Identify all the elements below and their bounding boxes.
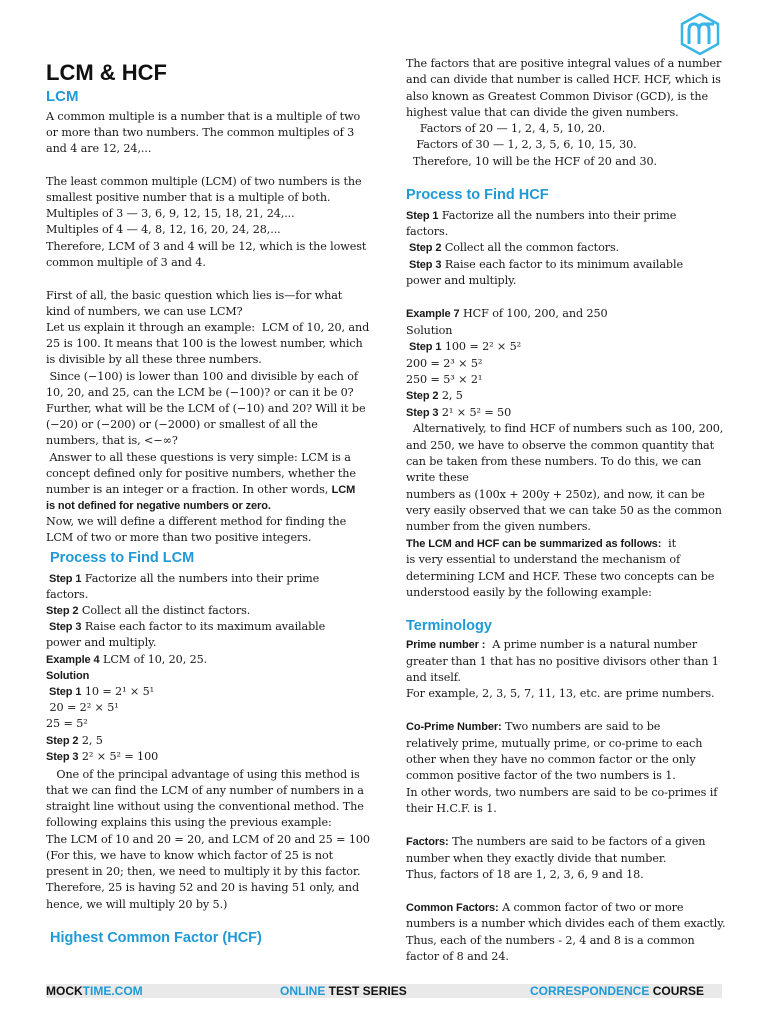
solution-label: Solution — [406, 324, 453, 337]
example-line: Example 4 LCM of 10, 20, 25. — [46, 653, 208, 666]
text-line: and 250, we have to observe the common quantity that — [406, 439, 715, 452]
text-line: greater than 1 that has no positive divisors other than 1 — [406, 655, 719, 668]
text-line: Alternatively, to find HCF of numbers such as 100, 200, — [406, 422, 724, 435]
text-line: 25 is 100. It means that 100 is the lowest number, which — [46, 337, 363, 350]
term-line: Prime number : A prime number is a natural number — [406, 638, 698, 651]
step-line: Step 2 Collect all the common factors. — [406, 241, 620, 254]
heading-hcf: Highest Common Factor (HCF) — [50, 930, 262, 946]
text-line: Therefore, 10 will be the HCF of 20 and 30. — [406, 155, 657, 168]
text-line: number from the given numbers. — [406, 520, 591, 533]
text-line: Further, what will be the LCM of (−10) and 20? Will it be — [46, 402, 366, 415]
text-line: Multiples of 3 — 3, 6, 9, 12, 15, 18, 21, 24,... — [46, 207, 295, 220]
step-line: Step 1 10 = 2¹ × 5¹ — [46, 685, 155, 698]
example-line: Example 7 HCF of 100, 200, and 250 — [406, 307, 608, 320]
text-line: (For this, we have to know which factor of 25 is not — [46, 849, 333, 862]
text-line: understood easily by the following example: — [406, 586, 652, 599]
text-line: A common multiple is a number that is a multiple of two — [46, 110, 361, 123]
text-line: 25 = 5² — [46, 717, 88, 730]
step-line: Step 3 Raise each factor to its minimum available — [406, 258, 683, 271]
text-line: factor of 8 and 24. — [406, 950, 509, 963]
text-line: also known as Greatest Common Divisor (GCD), is the — [406, 90, 709, 103]
text-line: is divisible by all these three numbers. — [46, 353, 262, 366]
page-title: LCM & HCF — [46, 60, 167, 85]
solution-label: Solution — [46, 670, 90, 682]
text-line: Answer to all these questions is very simple: LCM is a — [46, 451, 351, 464]
text-line: and can divide that number is called HCF. HCF, which is — [406, 73, 721, 86]
text-line: number when they exactly divide that number. — [406, 852, 667, 865]
footer-online-test-series-link[interactable]: ONLINE TEST SERIES — [280, 984, 407, 998]
text-line: For example, 2, 3, 5, 7, 11, 13, etc. are prime numbers. — [406, 687, 715, 700]
text-line: Therefore, 25 is having 52 and 20 is having 51 only, and — [46, 881, 360, 894]
text-line: LCM of two or more than two positive integers. — [46, 531, 312, 544]
text-line: factors. — [46, 588, 89, 601]
footer-mocktime-link[interactable]: MOCKTIME.COM — [46, 984, 143, 998]
text-line: 200 = 2³ × 5² — [406, 357, 483, 370]
text-line: Factors of 30 — 1, 2, 3, 5, 6, 10, 15, 30. — [406, 138, 637, 151]
text-line: 250 = 5³ × 2¹ — [406, 373, 483, 386]
text-line: Thus, each of the numbers - 2, 4 and 8 is a common — [406, 934, 695, 947]
footer-correspondence-course-link[interactable]: CORRESPONDENCE COURSE — [530, 984, 705, 998]
text-line: In other words, two numbers are said to be co-primes if — [406, 786, 718, 799]
step-line: Step 1 Factorize all the numbers into their prime — [406, 209, 677, 222]
text-line: Let us explain it through an example: LCM of 10, 20, and — [46, 321, 370, 334]
text-line: and 4 are 12, 24,... — [46, 142, 152, 155]
text-line: The factors that are positive integral values of a number — [406, 57, 722, 70]
text-line: Now, we will define a different method for finding the — [46, 515, 347, 528]
step-line: Step 2 2, 5 — [406, 389, 463, 402]
text-line: power and multiply. — [406, 274, 517, 287]
text-line: numbers is a number which divides each of them exactly. — [406, 917, 726, 930]
text-line: (−20) or (−200) or (−2000) or smallest of all the — [46, 418, 318, 431]
text-line: One of the principal advantage of using this method is — [46, 768, 360, 781]
step-line: Step 2 2, 5 — [46, 734, 103, 747]
text-line: can be taken from these numbers. To do this, we can — [406, 455, 702, 468]
text-line: First of all, the basic question which lies is—for what — [46, 289, 343, 302]
text-line: present in 20; then, we need to multiply it by this factor. — [46, 865, 361, 878]
text-line: common positive factor of the two numbers is 1. — [406, 769, 676, 782]
text-line: The least common multiple (LCM) of two numbers is the — [46, 175, 362, 188]
text-line: relatively prime, mutually prime, or co-prime to each — [406, 737, 703, 750]
text-line: other when they have no common factor or the only — [406, 753, 696, 766]
text-line: factors. — [406, 225, 449, 238]
term-line: Factors: The numbers are said to be factors of a given — [406, 835, 706, 848]
text-line: The LCM of 10 and 20 = 20, and LCM of 20 and 25 = 100 — [46, 833, 370, 846]
text-line: that we can find the LCM of any number of numbers in a — [46, 784, 364, 797]
text-line: numbers as (100x + 200y + 250z), and now, it can be — [406, 488, 705, 501]
text-line: concept defined only for positive numbers, whether the — [46, 467, 356, 480]
text-line: Thus, factors of 18 are 1, 2, 3, 6, 9 and 18. — [406, 868, 644, 881]
text-line: highest value that can divide the given numbers. — [406, 106, 679, 119]
footer-bar — [46, 984, 722, 998]
text-line: straight line without using the conventional method. The — [46, 800, 364, 813]
term-line: Common Factors: A common factor of two or more — [406, 901, 684, 914]
heading-lcm: LCM — [46, 88, 79, 105]
text-line: and itself. — [406, 671, 461, 684]
mocktime-logo-icon — [680, 12, 720, 56]
text-line: Since (−100) is lower than 100 and divisible by each of — [46, 370, 358, 383]
text-line: following explains this using the previous example: — [46, 816, 332, 829]
term-line: Co-Prime Number: Two numbers are said to be — [406, 720, 661, 733]
step-line: Step 3 2¹ × 5² = 50 — [406, 406, 512, 419]
text-line: write these — [406, 471, 469, 484]
text-line: their H.C.F. is 1. — [406, 802, 497, 815]
heading-process-lcm: Process to Find LCM — [50, 550, 195, 566]
text-line: is very essential to understand the mechanism of — [406, 553, 681, 566]
text-line: Factors of 20 — 1, 2, 4, 5, 10, 20. — [406, 122, 606, 135]
step-line: Step 3 Raise each factor to its maximum available — [46, 620, 326, 633]
step-line: Step 2 Collect all the distinct factors. — [46, 604, 251, 617]
text-line: Multiples of 4 — 4, 8, 12, 16, 20, 24, 28,... — [46, 223, 281, 236]
text-line: hence, we will multiply 20 by 5.) — [46, 898, 228, 911]
text-line: common multiple of 3 and 4. — [46, 256, 206, 269]
heading-process-hcf: Process to Find HCF — [406, 187, 549, 203]
text-line-bold: is not defined for negative numbers or zero. — [46, 500, 271, 512]
heading-terminology: Terminology — [406, 618, 492, 634]
text-line: numbers, that is, <−∞? — [46, 434, 178, 447]
text-line: kind of numbers, we can use LCM? — [46, 305, 243, 318]
text-line: Therefore, LCM of 3 and 4 will be 12, which is the lowest — [46, 240, 367, 253]
text-line: The LCM and HCF can be summarized as follows: it — [406, 537, 677, 550]
text-line: determining LCM and HCF. These two concepts can be — [406, 570, 715, 583]
step-line: Step 1 100 = 2² × 5² — [406, 340, 522, 353]
step-line: Step 1 Factorize all the numbers into their prime — [46, 572, 320, 585]
step-line: Step 3 2² × 5² = 100 — [46, 750, 159, 763]
text-line: very easily observed that we can take 50 as the common — [406, 504, 722, 517]
text-line: or more than two numbers. The common multiples of 3 — [46, 126, 355, 139]
text-line: number is an integer or a fraction. In other words, LCM — [46, 483, 356, 496]
text-line: 10, 20, and 25, can the LCM be (−100)? or can it be 0? — [46, 386, 354, 399]
text-line: power and multiply. — [46, 636, 157, 649]
text-line: smallest positive number that is a multiple of both. — [46, 191, 331, 204]
text-line: 20 = 2² × 5¹ — [46, 701, 119, 714]
